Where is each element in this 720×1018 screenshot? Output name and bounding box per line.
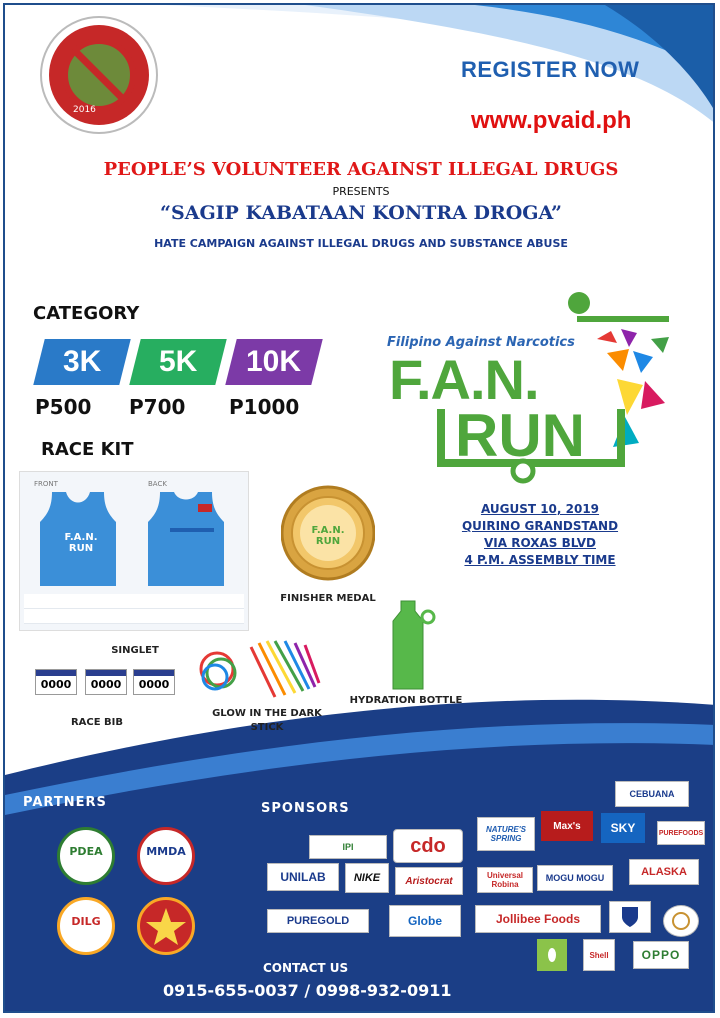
race-kit-heading: RACE KIT — [41, 439, 134, 460]
register-now: REGISTER NOW — [461, 57, 640, 82]
pvaid-emblem — [39, 15, 159, 135]
medal-print: F.A.N. RUN — [311, 525, 345, 547]
sponsor-mogu-mogu: MOGU MOGU — [537, 865, 613, 891]
price-5k: P700 — [129, 395, 186, 419]
sponsor-oppo: OPPO — [633, 941, 689, 969]
run-title: RUN — [455, 402, 585, 469]
singlet-back-label: BACK — [148, 480, 167, 488]
race-bib-3: 0000 — [133, 669, 175, 695]
sponsor-sky: SKY — [601, 813, 645, 843]
fan-tagline: Filipino Against Narcotics — [387, 335, 575, 350]
partner-mmda-logo — [137, 827, 195, 885]
glow-label-line2: STICK — [250, 722, 284, 733]
category-heading: CATEGORY — [33, 303, 140, 324]
singlet-chart — [19, 471, 249, 631]
sponsor-greenwich — [537, 939, 567, 971]
sponsor-shell: Shell — [583, 939, 615, 971]
sponsor-maxs: Max's — [541, 811, 593, 841]
partners-heading: PARTNERS — [23, 795, 107, 810]
sponsor-ipi: IPI — [309, 835, 387, 859]
event-time: 4 P.M. ASSEMBLY TIME — [464, 553, 616, 567]
emblem-year: 2016 — [73, 105, 96, 115]
price-3k: P500 — [35, 395, 92, 419]
category-10k: 10K — [225, 339, 322, 385]
partner-dilg-text: DILG — [71, 915, 101, 928]
partner-seal-logo — [137, 897, 195, 955]
glow-label-line1: GLOW IN THE DARK — [212, 708, 322, 719]
sponsor-cdo: cdo — [393, 829, 463, 863]
sponsor-puregold: PUREGOLD — [267, 909, 369, 933]
sponsor-urc: Universal Robina — [477, 867, 533, 893]
sponsor-natures-spring: NATURE'S SPRING — [477, 817, 535, 851]
sponsor-jollibee: Jollibee Foods — [475, 905, 601, 933]
contact-heading: CONTACT US — [263, 961, 349, 975]
website-link[interactable]: www.pvaid.ph — [471, 107, 632, 134]
singlet-label: SINGLET — [111, 645, 159, 656]
bottle-label: HYDRATION BOTTLE — [349, 695, 463, 706]
singlet-print: F.A.N. RUN — [64, 532, 98, 554]
medal-label: FINISHER MEDAL — [280, 593, 376, 604]
sponsor-shield-logo — [609, 901, 651, 933]
campaign-subtitle: HATE CAMPAIGN AGAINST ILLEGAL DRUGS AND SUBSTANCE ABUSE — [154, 237, 568, 250]
sponsor-nike: NIKE — [345, 863, 389, 893]
sponsor-aristocrat: Aristocrat — [395, 867, 463, 895]
price-10k: P1000 — [229, 395, 300, 419]
size-table — [24, 594, 244, 624]
race-bib-2: 0000 — [85, 669, 127, 695]
emblem-icon — [671, 911, 691, 931]
campaign-title: “SAGIP KABATAAN KONTRA DROGA” — [160, 202, 562, 224]
star-icon — [140, 900, 192, 952]
event-street: VIA ROXAS BLVD — [484, 536, 596, 550]
singlet-front-label: FRONT — [34, 480, 58, 488]
glow-stick-label — [205, 707, 329, 735]
leaf-icon — [544, 947, 560, 963]
glow-sticks-graphic — [195, 633, 329, 703]
sponsor-unilab: UNILAB — [267, 863, 339, 891]
fan-title: F.A.N. — [389, 348, 539, 411]
presents-text: PRESENTS — [332, 185, 390, 198]
sponsor-purefoods: PUREFOODS — [657, 821, 705, 845]
event-details — [445, 501, 635, 569]
category-5k: 5K — [129, 339, 226, 385]
poster — [3, 3, 715, 1013]
fan-run-logo — [381, 289, 681, 485]
partner-mmda-text: MMDA — [146, 845, 186, 858]
sponsor-globe: Globe — [389, 905, 461, 937]
contact-phones[interactable]: 0915-655-0037 / 0998-932-0911 — [163, 981, 452, 1000]
event-venue: QUIRINO GRANDSTAND — [461, 519, 619, 533]
partner-pdea-text: PDEA — [69, 845, 103, 858]
sponsors-heading: SPONSORS — [261, 801, 350, 816]
sponsor-round-logo — [663, 905, 699, 937]
org-title: PEOPLE’S VOLUNTEER AGAINST ILLEGAL DRUGS — [103, 159, 619, 180]
category-3k: 3K — [33, 339, 130, 385]
partner-pdea-logo — [57, 827, 115, 885]
hydration-bottle-graphic — [373, 597, 443, 693]
race-bib-label: RACE BIB — [70, 717, 124, 728]
sponsor-cebuana: CEBUANA — [615, 781, 689, 807]
partner-dilg-logo — [57, 897, 115, 955]
shield-icon — [620, 905, 640, 929]
event-date: AUGUST 10, 2019 — [480, 502, 600, 516]
race-bib-1: 0000 — [35, 669, 77, 695]
sponsor-alaska: ALASKA — [629, 859, 699, 885]
